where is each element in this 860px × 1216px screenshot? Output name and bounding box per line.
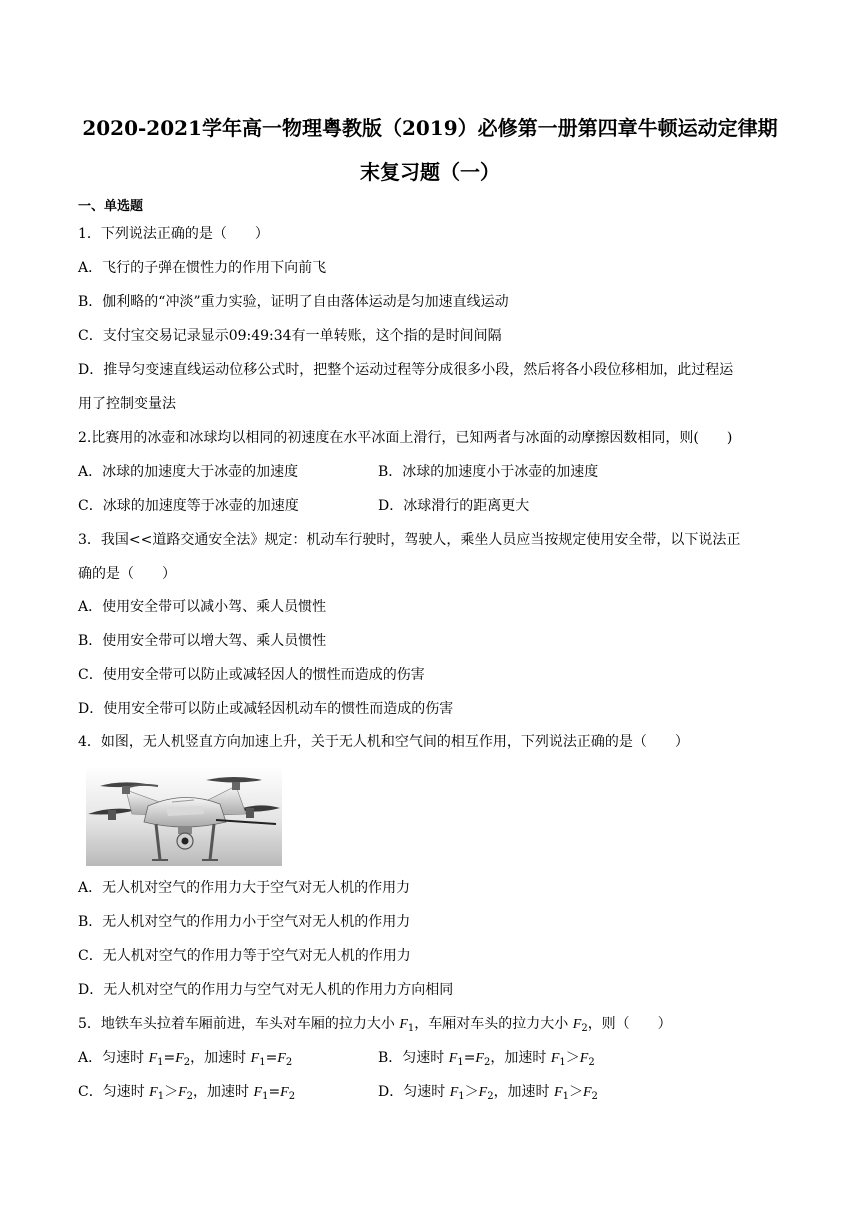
q1-stem: 1．下列说法正确的是（ ）: [78, 226, 269, 242]
q1-option-c: C．支付宝交易记录显示09:49:34有一单转账，这个指的是时间间隔: [78, 328, 502, 344]
q2-option-b: B．冰球的加速度小于冰壶的加速度: [378, 464, 599, 480]
q1-option-d-line1: D．推导匀变速直线运动位移公式时，把整个运动过程等分成很多小段，然后将各小段位移相加，此过程运: [78, 362, 734, 378]
q3-option-a: A．使用安全带可以减小驾、乘人员惯性: [78, 599, 327, 615]
q5-option-d: D．匀速时 $F_1>F_2$，加速时 $F_1>F_2$: [378, 1084, 598, 1102]
q1-option-d-line2: 用了控制变量法: [78, 396, 176, 412]
q2-option-d: D．冰球滑行的距离更大: [378, 498, 530, 514]
q1-option-a: A．飞行的子弹在惯性力的作用下向前飞: [78, 260, 327, 276]
q5-option-a: A．匀速时 $F_1=F_2$，加速时 $F_1=F_2$: [78, 1050, 293, 1068]
q3-option-b: B．使用安全带可以增大驾、乘人员惯性: [78, 633, 327, 649]
q1-option-b: B．伽利略的“冲淡”重力实验，证明了自由落体运动是匀加速直线运动: [78, 294, 509, 310]
q3-stem-line1: 3．我国<<道路交通安全法》规定：机动车行驶时，驾驶人，乘坐人员应当按规定使用安全带，以下说法正: [78, 532, 741, 548]
q3-option-c: C．使用安全带可以防止或减轻因人的惯性而造成的伤害: [78, 667, 425, 683]
q4-option-d: D．无人机对空气的作用力与空气对无人机的作用力方向相同: [78, 982, 454, 998]
q4-stem: 4．如图，无人机竖直方向加速上升，关于无人机和空气间的相互作用，下列说法正确的是（ ）: [78, 734, 689, 750]
q2-stem: 2.比赛用的冰壶和冰球均以相同的初速度在水平冰面上滑行，已知两者与冰面的动摩擦因数相同，则( ): [78, 430, 733, 446]
section-heading: 一、单选题: [78, 199, 144, 214]
q3-stem-line2: 确的是（ ）: [78, 566, 176, 582]
q4-option-a: A．无人机对空气的作用力大于空气对无人机的作用力: [78, 880, 411, 896]
q5-stem: 5．地铁车头拉着车厢前进，车头对车厢的拉力大小 $F_1$，车厢对车头的拉力大小 $F_2$，则（ ）: [78, 1016, 672, 1034]
document-title-line2: 末复习题（一）: [360, 160, 500, 184]
q3-option-d: D．使用安全带可以防止或减轻因机动车的惯性而造成的伤害: [78, 701, 454, 717]
q4-option-b: B．无人机对空气的作用力小于空气对无人机的作用力: [78, 914, 411, 930]
q4-option-c: C．无人机对空气的作用力等于空气对无人机的作用力: [78, 948, 411, 964]
q2-option-c: C．冰球的加速度等于冰壶的加速度: [78, 498, 299, 514]
drone-figure: [86, 766, 282, 866]
q5-option-c: C．匀速时 $F_1>F_2$，加速时 $F_1=F_2$: [78, 1084, 296, 1102]
q5-option-b: B．匀速时 $F_1=F_2$，加速时 $F_1>F_2$: [378, 1050, 595, 1068]
document-title-line1: 2020-2021学年高一物理粤教版（2019）必修第一册第四章牛顿运动定律期: [82, 116, 778, 140]
q2-option-a: A．冰球的加速度大于冰壶的加速度: [78, 464, 299, 480]
